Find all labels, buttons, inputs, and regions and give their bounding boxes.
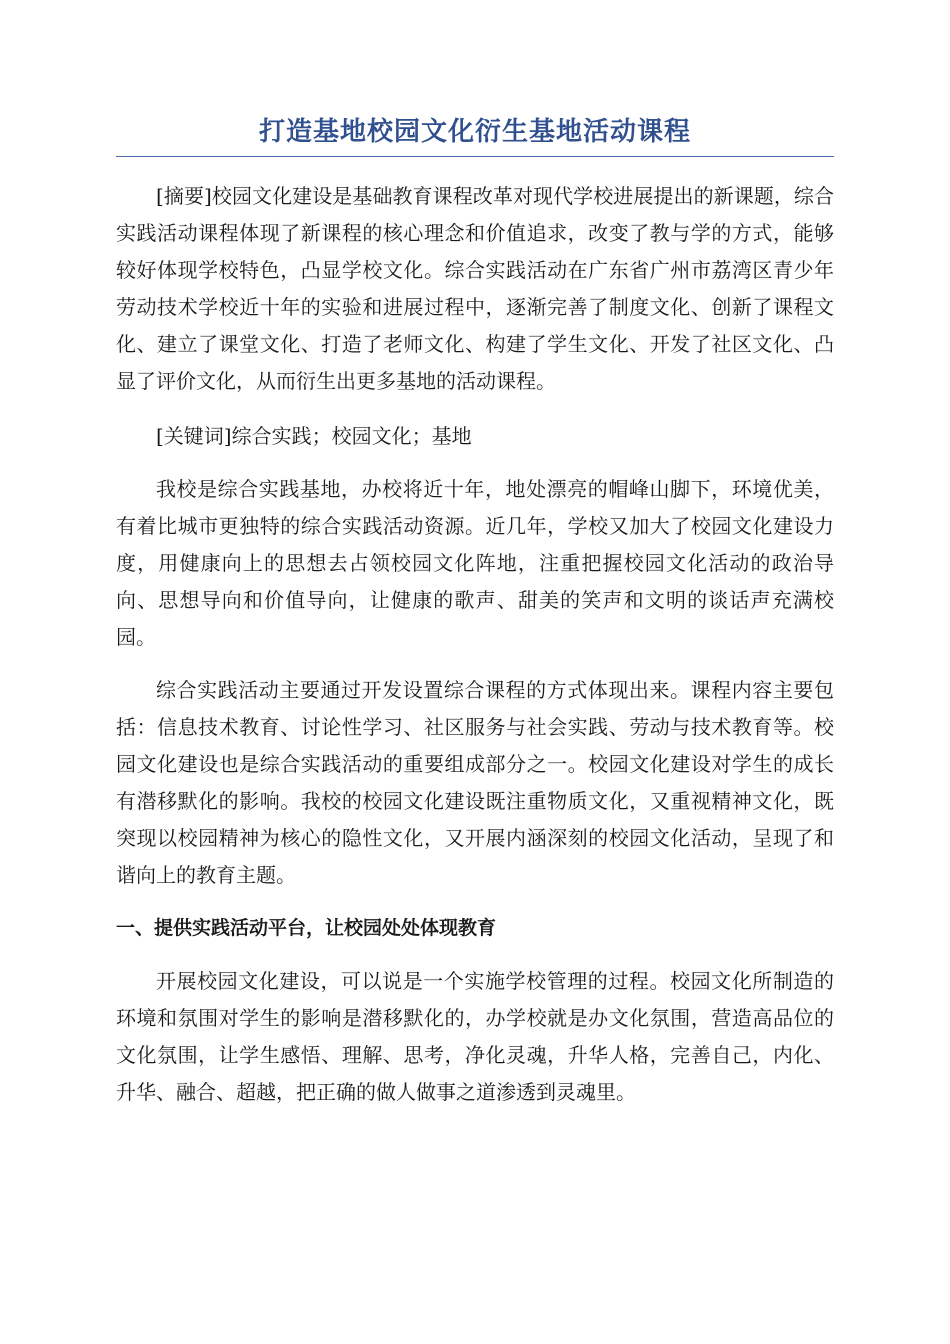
section-paragraph: 开展校园文化建设，可以说是一个实施学校管理的过程。校园文化所制造的环境和氛围对学生的影响是潜移默化的，办学校就是办文化氛围，营造高品位的文化氛围，让学生感悟、理解、思考，净化灵魂，升华人格，完善自己，内化、升华、融合、超越，把正确的做人做事之道渗透到灵魂里。	[116, 969, 834, 1104]
abstract-paragraph: [摘要]校园文化建设是基础教育课程改革对现代学校进展提出的新课题，综合实践活动课程体现了新课程的核心理念和价值追求，改变了教与学的方式，能够较好体现学校特色，凸显学校文化。综合实践活动在广东省广州市荔湾区青少年劳动技术学校近十年的实验和进展过程中，逐渐完善了制度文化、创新了课程文化、建立了课堂文化、打造了老师文化、构建了学生文化、开发了社区文化、凸显了评价文化，从而衍生出更多基地的活动课程。	[116, 184, 834, 393]
body-paragraph-2: 综合实践活动主要通过开发设置综合课程的方式体现出来。课程内容主要包括：信息技术教育、讨论性学习、社区服务与社会实践、劳动与技术教育等。校园文化建设也是综合实践活动的重要组成部分之一。校园文化建设对学生的成长有潜移默化的影响。我校的校园文化建设既注重物质文化，又重视精神文化，既突现以校园精神为核心的隐性文化，又开展内涵深刻的校园文化活动，呈现了和谐向上的教育主题。	[116, 678, 834, 887]
keywords-paragraph: [关键词]综合实践；校园文化；基地	[156, 424, 472, 448]
document-title: 打造基地校园文化衍生基地活动课程	[116, 112, 834, 157]
document-page	[116, 112, 834, 1111]
section-heading: 一、提供实践活动平台，让校园处处体现教育	[116, 917, 497, 939]
body-paragraph-1: 我校是综合实践基地，办校将近十年，地处漂亮的帽峰山脚下，环境优美，有着比城市更独特的综合实践活动资源。近几年，学校又加大了校园文化建设力度，用健康向上的思想去占领校园文化阵地，注重把握校园文化活动的政治导向、思想导向和价值导向，让健康的歌声、甜美的笑声和文明的谈话声充满校园。	[116, 477, 834, 649]
